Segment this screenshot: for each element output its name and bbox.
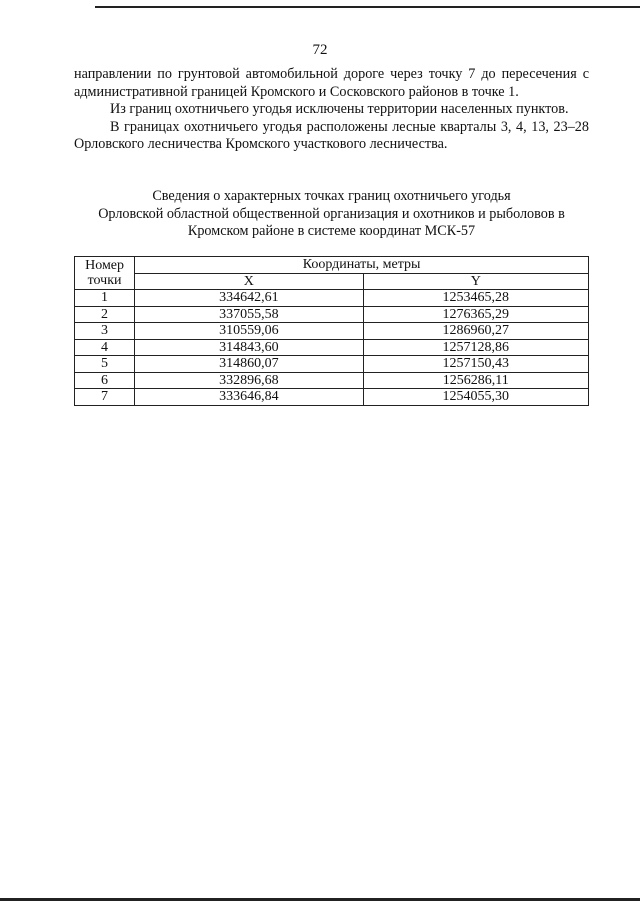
cell-point-number: 3	[75, 323, 135, 340]
table-row	[75, 323, 589, 340]
cell-y: 1286960,27	[363, 323, 588, 340]
cell-x: 333646,84	[135, 389, 363, 406]
table-row	[75, 389, 589, 406]
header-point-number-line-2: точки	[87, 273, 122, 288]
page-number: 72	[312, 42, 328, 58]
header-x: X	[135, 273, 363, 290]
body-text	[74, 66, 589, 154]
table-row	[75, 372, 589, 389]
header-point-number-line-1: Номер	[85, 257, 125, 273]
cell-point-number: 4	[75, 339, 135, 356]
caption-line-2: Орловской областной общественной организация и охотников и рыболовов в	[98, 205, 565, 222]
table-row	[75, 339, 589, 356]
cell-point-number: 6	[75, 372, 135, 389]
cell-y: 1254055,30	[363, 389, 588, 406]
table-subheader-row	[75, 273, 589, 290]
top-scan-border	[95, 6, 640, 8]
cell-x: 314843,60	[135, 339, 363, 356]
caption-line-3: Кромском районе в системе координат МСК-57	[187, 223, 476, 240]
table-row	[75, 356, 589, 373]
caption-line-1: Сведения о характерных точках границ охотничьего угодья	[152, 188, 511, 204]
cell-point-number: 2	[75, 306, 135, 323]
cell-point-number: 1	[75, 290, 135, 307]
coordinates-table	[74, 256, 589, 406]
cell-y: 1276365,29	[363, 306, 588, 323]
table-header-row	[75, 257, 589, 274]
cell-x: 334642,61	[135, 290, 363, 307]
cell-point-number: 7	[75, 389, 135, 406]
cell-x: 332896,68	[135, 372, 363, 389]
cell-x: 310559,06	[135, 323, 363, 340]
header-coordinates: Координаты, метры	[135, 257, 589, 274]
cell-y: 1256286,11	[363, 372, 588, 389]
cell-y: 1253465,28	[363, 290, 588, 307]
header-y: Y	[363, 273, 588, 290]
cell-y: 1257128,86	[363, 339, 588, 356]
cell-point-number: 5	[75, 356, 135, 373]
bottom-scan-border	[0, 898, 640, 901]
paragraph-forest-blocks: В границах охотничьего угодья расположены лесные кварталы 3, 4, 13, 23–28 Орловского лесничества Кромского участкового лесничества.	[74, 118, 589, 153]
cell-y: 1257150,43	[363, 356, 588, 373]
table-row	[75, 306, 589, 323]
table-row	[75, 290, 589, 307]
header-point-number	[75, 257, 135, 290]
cell-x: 337055,58	[135, 306, 363, 323]
paragraph-exclusions: Из границ охотничьего угодья исключены территории населенных пунктов.	[110, 101, 569, 118]
paragraph-route: направлении по грунтовой автомобильной дороге через точку 7 до пересечения с административной границей Кромского и Сосковского районов в точке 1.	[74, 66, 589, 100]
table-caption	[74, 188, 589, 241]
cell-x: 314860,07	[135, 356, 363, 373]
